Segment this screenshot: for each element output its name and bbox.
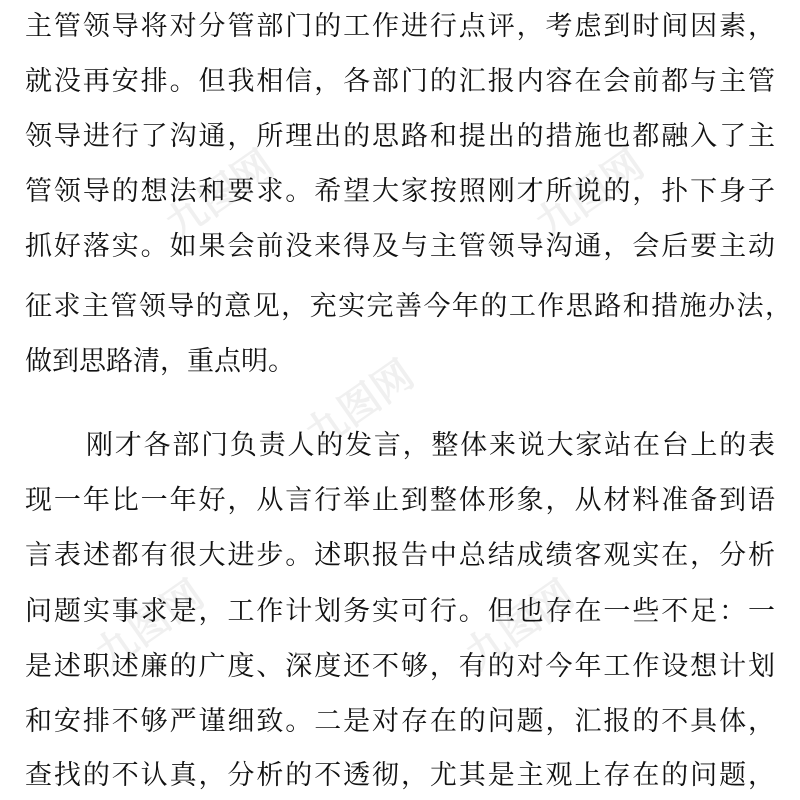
watermark-2: 九图网 (527, 141, 653, 249)
paragraph-1-line-4: 管领导的想法和要求。希望大家按照刚才所说的，扑下身子 (25, 176, 775, 207)
paragraph-2-line-2: 现一年比一年好，从言行举止到整体形象，从材料准备到语 (25, 485, 775, 516)
watermark-5: 九图网 (457, 571, 583, 679)
paragraph-1-line-5: 抓好落实。如果会前没来得及与主管领导沟通，会后要主动 (25, 231, 775, 262)
paragraph-2-line-3: 言表述都有很大进步。述职报告中总结成绩客观实在，分析 (25, 540, 775, 571)
watermark-1: 九图网 (157, 141, 283, 249)
paragraph-2-line-1: 刚才各部门负责人的发言，整体来说大家站在台上的表 (86, 430, 775, 461)
paragraph-1-line-6: 征求主管领导的意见，充实完善今年的工作思路和措施办法， (25, 291, 792, 322)
watermark-4: 九图网 (87, 571, 213, 679)
paragraph-2-line-4: 问题实事求是，工作计划务实可行。但也存在一些不足：一 (25, 596, 775, 627)
paragraph-1-line-2: 就没再安排。但我相信，各部门的汇报内容在会前都与主管 (25, 66, 775, 97)
paragraph-1-line-3: 领导进行了沟通，所理出的思路和提出的措施也都融入了主 (25, 121, 775, 152)
paragraph-2-line-6: 和安排不够严谨细致。二是对存在的问题，汇报的不具体， (25, 706, 775, 737)
watermark-3: 九图网 (297, 351, 423, 459)
paragraph-2-line-7: 查找的不认真，分析的不透彻，尤其是主观上存在的问题， (25, 760, 775, 791)
paragraph-2-line-5: 是述职述廉的广度、深度还不够，有的对今年工作设想计划 (25, 651, 775, 682)
paragraph-1-line-1: 主管领导将对分管部门的工作进行点评，考虑到时间因素， (25, 11, 775, 42)
paragraph-1-line-7: 做到思路清，重点明。 (25, 346, 295, 377)
